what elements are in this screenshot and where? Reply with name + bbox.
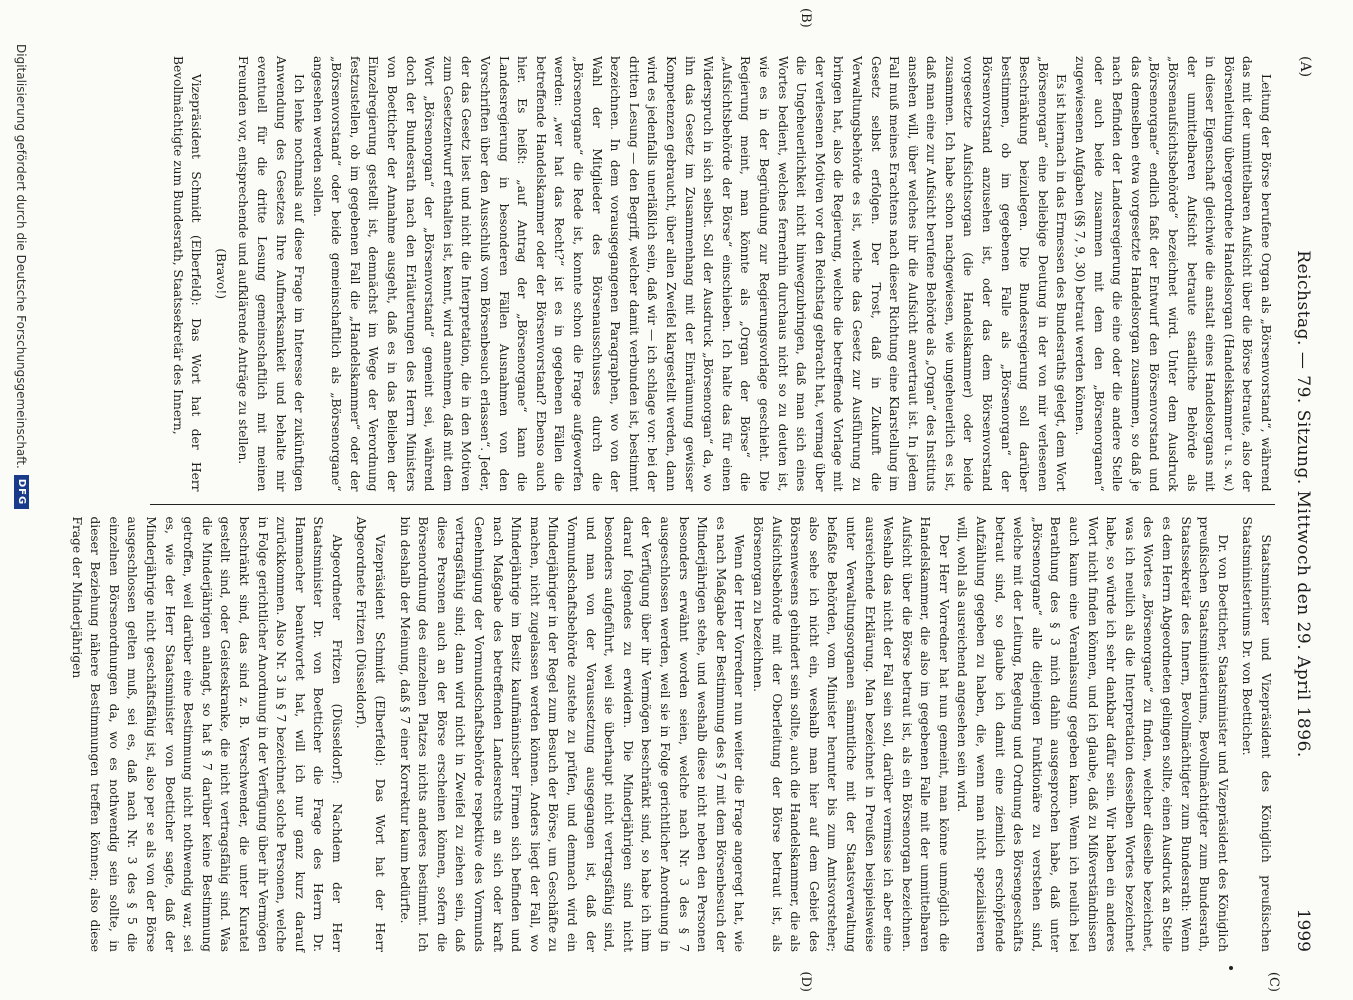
speaker-paragraph: Abgeordneter Fritzen (Düsseldorf): Nachdem der Herr Staatsminister Dr. von Boetticher die Frage des Herrn Dr. Hammacher beantwortet hat, will ich nur ganz kurz darauf zurückkommen. Also Nr. 3 in § 7 bezeichnet solche Personen, welche in Folge gerichtlicher Anordnung in der Verfügung über ihr Vermögen beschränkt sind, das sind z. B. Verschwender, die unter Kuratel gestellt sind, oder Geisteskranke, die nicht vertragsfähig sind. Was die Minderjährigen anlangt, so hat § 7 darüber keine Bestimmung getroffen, weil darüber eine Bestimmung nicht nothwendig war, sei es, wie der Herr Staatsminister von Boetticher sagte, daß der Minderjährige nicht geschäftsfähig ist, also per se als von der Börse ausgeschlossen gelten muß, sei es, daß nach Nr. 3 des § 5 die einzelnen Börsenordnungen da, wo es nothwendig sein sollte, in dieser Beziehung nähere Bestimmungen treffen können; also diese Frage der Minderjährigen [69,516,344,952]
speaker-paragraph: Vizepräsident Schmidt (Elberfeld): Das Wort hat der Herr Bevollmächtigte zum Bundesrath, Staatssekretär des Innern, [170,56,204,492]
body-paragraph: Leitung der Börse berufene Organ als „Börsenvorstand“, während das mit der unmittelbaren Aufsicht über die Börse betraute, also der Börsenleitung übergeordnete Handelsorgan (Handelskammer u. s. w.) in dieser Eigenschaft gleichwie die anstalt eines Handelsorgans mit der unmittelbaren Aufsicht betraute staatliche Behörde als „Börsenaufsichtsbehörde“ bezeichnet wird. Unter dem Ausdruck „Börsenorgane“ endlich faßt der Entwurf den Börsenvorstand und das demselben etwa vorgesetzte Handelsorgan zusammen, so daß je nach Befinden der Landesregierung die eine oder die andere Stelle oder auch beide zusammen mit dem den „Börsenorganen“ zugewiesenen Aufgaben (§§ 7, 9, 30) betraut werden können. [1073,56,1273,492]
digitization-footer [14,44,29,509]
dfg-logo: DFG [14,475,29,509]
body-paragraph: (Bravo!) [213,248,228,300]
text-columns [69,56,1275,952]
body-paragraph: Wenn der Herr Vorredner nun weiter die Frage angeregt hat, wie es nach Maßgabe der Bestimmung des § 7 mit dem Börsenbesuch der Minderjährigen stehe, und weshalb diese nicht neben den Personen besonders erwähnt worden seien, welche nach Nr. 3 des § 7 ausgeschlossen werden, weil sie in Folge gerichtlicher Anordnung in der Verfügung über ihr Vermögen beschränkt sind, so habe ich ihm darauf folgendes zu erwidern. Die Minderjährigen sind nicht besonders aufgeführt, weil sie überhaupt nicht vertragsfähig sind, und man von der Voraussetzung ausgegangen ist, daß der Vormundschaftsbehörde zustehe zu prüfen, und demnach wird ein Minderjähriger in der Regel zum Besuch der Börse, um Geschäfte zu machen, nicht zugelassen werden können. Anders liegt der Fall, wo Minderjährige im Besitz kaufmännischer Firmen sich befinden und nach Maßgabe des betreffenden Landesrechts an sich oder kraft Genehmigung der Vormundschaftsbehörde respektive des Vormunds vertragsfähig sind; dann wird nicht in Zweifel zu ziehen sein, daß diese Personen auch an der Börse erscheinen können, sofern die Börsenordnung des einzelnen Platzes nichts anderes bestimmt. Ich bin deshalb der Meinung, daß § 7 einer Korrektur kaum bedürfte. [397,516,747,952]
page-dot-mark [1229,966,1233,970]
speaker-paragraph: Dr. von Boetticher, Staatsminister und Vizepräsident des Königlich preußischen Staatsministeriums, Bevollmächtigter zum Bundesrath, Staatssekretär des Innern, Bevollmächtigter zum Bundesrath: Wenn es dem Herrn Abgeordneten gelingen sollte, einen Ausdruck an Stelle des Wortes „Börsenorgane“ zu finden, welcher dieselbe bezeichnet, was ich neulich als die Interpretation desselben Wortes bezeichnet habe, so würde ich sehr dankbar dafür sein. Wir haben ein anderes Wort nicht finden können, und ich glaube, daß zu Mißverständnissen auch kaum eine Veranlassung gegeben kann. Wenn ich neulich bei Berathung des § 3 mich dahin ausgesprochen habe, daß unter „Börsenorgane“ alle diejenigen Funktionäre zu verstehen sind, welche mit der Leitung, Regelung und Ordnung des Börsengeschäfts betraut sind, so glaube ich damit eine ziemlich erschöpfende Aufzählung gegeben zu haben, die, wenn man nicht spezialisieren will, wohl als ausreichend angesehen sein wird. [955,516,1230,952]
page-title: Reichstag. — 79. Sitzung. Mittwoch den 29. April 1896. [1293,250,1313,758]
speaker-paragraph: Vizepräsident Schmidt (Elberfeld): Das Wort hat der Herr Abgeordnete Fritzen (Düsseldorf). [354,516,388,952]
margin-marker-b: (B) [798,8,813,28]
left-column [150,56,1275,505]
page-number: 1999 [1293,908,1313,952]
body-paragraph: Ich lenke nochmals auf diese Frage im Interesse der zukünftigen Anwendung des Gesetzes Ihre Aufmerksamkeit und behalte mir eventuell für die dritte Lesung gemeinschaftlich mit meinen Freunden vor, entsprechende und aufklärende Anträge zu stellen. [236,56,307,492]
page-header [1283,56,1313,952]
right-column [69,505,1275,953]
body-paragraph: Der Herr Vorredner hat nun gemeint, man könne unmöglich die Handelskammer, die also im gegebenen Falle mit der unmittelbaren Aufsicht über die Börse betraut ist, als ein Börsenorgan bezeichnen. Weshalb das nicht der Fall sein soll, darüber vermisse ich aber eine ausreichende Erklärung. Man bezeichnet in Preußen beispielsweise unter Verwaltungsorganen sämmtliche mit der Staatsverwaltung befaßte Behörden, vom Minister herunter bis zum Amtsvorsteher; also sehe ich nicht ein, weshalb man hier auf dem Gebiet des Börsenwesens gehindert sein sollte, auch die Handelskammer, die als Aufsichtsbehörde mit der Oberleitung der Börse betraut ist, als Börsenorgan zu bezeichnen. [750,516,951,952]
body-paragraph: Staatsminister und Vizepräsident des Königlich preußischen Staatsministeriums Dr. von Boetticher. [1240,516,1273,952]
margin-marker-d: (D) [798,971,813,992]
body-paragraph: Es ist hiernach in das Ermessen des Bundesraths gelegt, dem Wort „Börsenorgan“ eine beliebige Deutung in der von mir verlesenen Beschränkung beizulegen. Die Bundesregierung soll darüber bestimmen, ob im gegebenen Falle als „Börsenorgan“ der Börsenvorstand anzusehen ist, oder das dem Börsenvorstand vorgesetzte Aufsichtsorgan (die Handelskammer) oder beide zusammen. Ich habe schon nachgewiesen, wie ungeheuerlich es ist, daß man eine zur Aufsicht berufene Behörde als „Organ“ des Instituts ansehen will, über welches ihr die Aufsicht anvertraut ist. In jedem Fall muß meines Erachtens nach dieser Richtung eine Klarstellung im Gesetz selbst erfolgen. Der Trost, daß in Zukunft die Verwaltungsbehörde es ist, welche das Gesetz zur Ausführung zu bringen hat, also die Regierung, welche die betreffende Vorlage mit der verlesenen Motiven vor den Reichstag gebracht hat, vermag über die Ungeheuerlichkeit nicht hinwegzubringen, daß man sich eines Wortes bedient, welches fernerhin durchaus nicht so zu deuten ist, wie es in der Begründung zur Regierungsvorlage geschieht. Die Regierung meint, man könnte als „Organ der Börse“ die „Aufsichtsbehörde der Börse“ einschieben. Ich halte das für einen Widerspruch in sich selbst. Soll der Ausdruck „Börsenorgan“ da, wo ihn das Gesetz im Zusammenhang mit der Einräumung gewisser Kompetenzen gebraucht, über allen Zweifel klargestellt werden, dann wird es jedenfalls unerläßlich sein, daß wir — ich schlage vor: bei der dritten Lesung — den Begriff, welcher damit verbunden ist, bestimmt bezeichnen. In dem vorausgegangenen Paragraphen, wo von der Wahl der Mitglieder des Börsenausschusses durch die „Börsenorgane“ die Rede ist, konnte schon die Frage aufgeworfen werden: „wer hat das Recht?“ ist es in gegebenen Fällen die betreffende Handelskammer oder der Börsenvorstand? Ebenso auch hier. Es heißt: „auf Antrag der „Börsenorgane“ kann die Landesregierung in besonderen Fällen Ausnahmen von den Vorschriften über den Ausschluß vom Börsenbesuch erlassen“. Jeder, der das Gesetz liest und nicht die Interpretation, die in den Motiven zum Gesetzentwurf enthalten ist, kennt, wird annehmen, daß mit dem Wort „Börsenorgan“ der „Börsenvorstand“ gemeint sei, während doch der Bundesrath nach den Erläuterungen des Herrn Ministers von Boetticher der Annahme ausgeht, daß es in das Belieben der Einzelregierung gestellt ist, demnächst im Wege der Verordnung festzustellen, ob im gegebenen Fall die „Handelskammer“ oder der „Börsenvorstand“ oder beide gemeinschaftlich als „Börsenorgane“ angesehen werden sollen. [310,56,1069,492]
margin-marker-a: (A) [1297,56,1313,78]
footer-text: Digitalisierung gefördert durch die Deutsche Forschungsgemeinschaft. [14,44,29,469]
margin-marker-c: (C) [1266,971,1281,992]
